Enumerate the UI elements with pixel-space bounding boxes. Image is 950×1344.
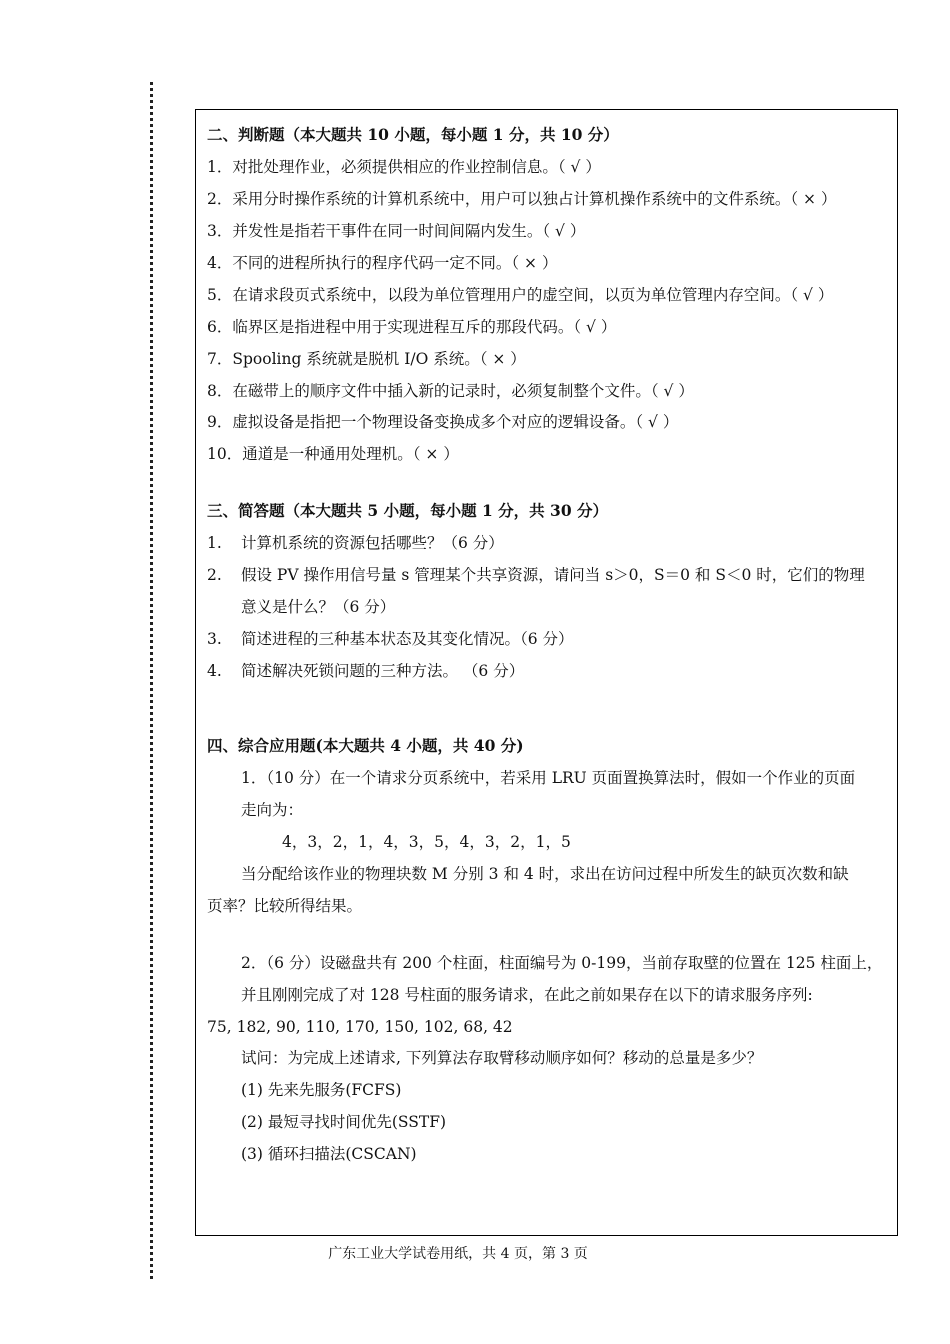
tf-item-9: 9．虚拟设备是指把一个物理设备变换成多个对应的逻辑设备。（ √ ）: [207, 413, 679, 431]
sa-q2-number: 2.: [207, 566, 222, 584]
app-p1-line2: 走向为：: [241, 801, 304, 819]
footer-text: 广东工业大学试卷用纸，共 4 页，第 3 页: [328, 1246, 588, 1262]
app-p2-sequence: 75, 182, 90, 110, 170, 150, 102, 68, 42: [207, 1018, 513, 1036]
tf-item-8: 8．在磁带上的顺序文件中插入新的记录时，必须复制整个文件。（ √ ）: [207, 382, 694, 400]
tf-item-5: 5．在请求段页式系统中，以段为单位管理用户的虚空间，以页为单位管理内存空间。（ √ ）: [207, 286, 834, 304]
binding-dotted-line: [150, 82, 153, 1279]
sa-q4-text: 简述解决死锁问题的三种方法。 （6 分）: [241, 662, 525, 680]
app-p2-option-1: (1) 先来先服务(FCFS): [241, 1081, 402, 1099]
sa-q1-number: 1.: [207, 534, 222, 552]
app-p2-line1: 2．（6 分）设磁盘共有 200 个柱面，柱面编号为 0-199，当前存取壁的位置在 125 柱面上，: [241, 954, 883, 972]
sa-q2-text-line2: 意义是什么？（6 分）: [241, 598, 396, 616]
sa-q3-number: 3.: [207, 630, 222, 648]
tf-item-1: 1．对批处理作业，必须提供相应的作业控制信息。（ √ ）: [207, 158, 601, 176]
app-p1-line1: 1．（10 分）在一个请求分页系统中，若采用 LRU 页面置换算法时，假如一个作业的页面: [241, 769, 856, 787]
sa-q2-text-line1: 假设 PV 操作用信号量 s 管理某个共享资源，请问当 s＞0，S＝0 和 S＜0 时，它们的物理: [241, 566, 865, 584]
tf-item-2: 2．采用分时操作系统的计算机系统中，用户可以独占计算机操作系统中的文件系统。（ × ）: [207, 190, 837, 208]
app-p2-option-3: (3) 循环扫描法(CSCAN): [241, 1145, 417, 1163]
sa-q4-number: 4.: [207, 662, 222, 680]
app-p1-sequence: 4，3，2，1，4，3，5，4，3，2，1，5: [282, 833, 571, 851]
section4-title: 四、综合应用题(本大题共 4 小题，共 40 分): [207, 736, 524, 755]
page-footer: [0, 1244, 950, 1264]
tf-item-6: 6．临界区是指进程中用于实现进程互斥的那段代码。（ √ ）: [207, 318, 617, 336]
tf-item-3: 3．并发性是指若干事件在同一时间间隔内发生。（ √ ）: [207, 222, 586, 240]
sa-q3-text: 简述进程的三种基本状态及其变化情况。（6 分）: [241, 630, 574, 648]
app-p1-line3: 当分配给该作业的物理块数 M 分别 3 和 4 时，求出在访问过程中所发生的缺页次数和缺: [241, 865, 849, 883]
tf-item-10: 10．通道是一种通用处理机。（ × ）: [207, 445, 459, 463]
section3-title: 三、简答题（本大题共 5 小题，每小题 1 分，共 30 分）: [207, 501, 609, 520]
sa-q1-text: 计算机系统的资源包括哪些？（6 分）: [241, 534, 504, 552]
tf-item-4: 4．不同的进程所执行的程序代码一定不同。（ × ）: [207, 254, 558, 272]
app-p1-line4: 页率？比较所得结果。: [207, 897, 363, 915]
section2-title: 二、判断题（本大题共 10 小题，每小题 1 分，共 10 分）: [207, 125, 619, 144]
app-p2-question: 试问：为完成上述请求, 下列算法存取臂移动顺序如何？移动的总量是多少？: [241, 1049, 763, 1067]
app-p2-line2: 并且刚刚完成了对 128 号柱面的服务请求，在此之前如果存在以下的请求服务序列:: [241, 986, 813, 1004]
tf-item-7: 7．Spooling 系统就是脱机 I/O 系统。（ × ）: [207, 350, 526, 368]
app-p2-option-2: (2) 最短寻找时间优先(SSTF): [241, 1113, 447, 1131]
